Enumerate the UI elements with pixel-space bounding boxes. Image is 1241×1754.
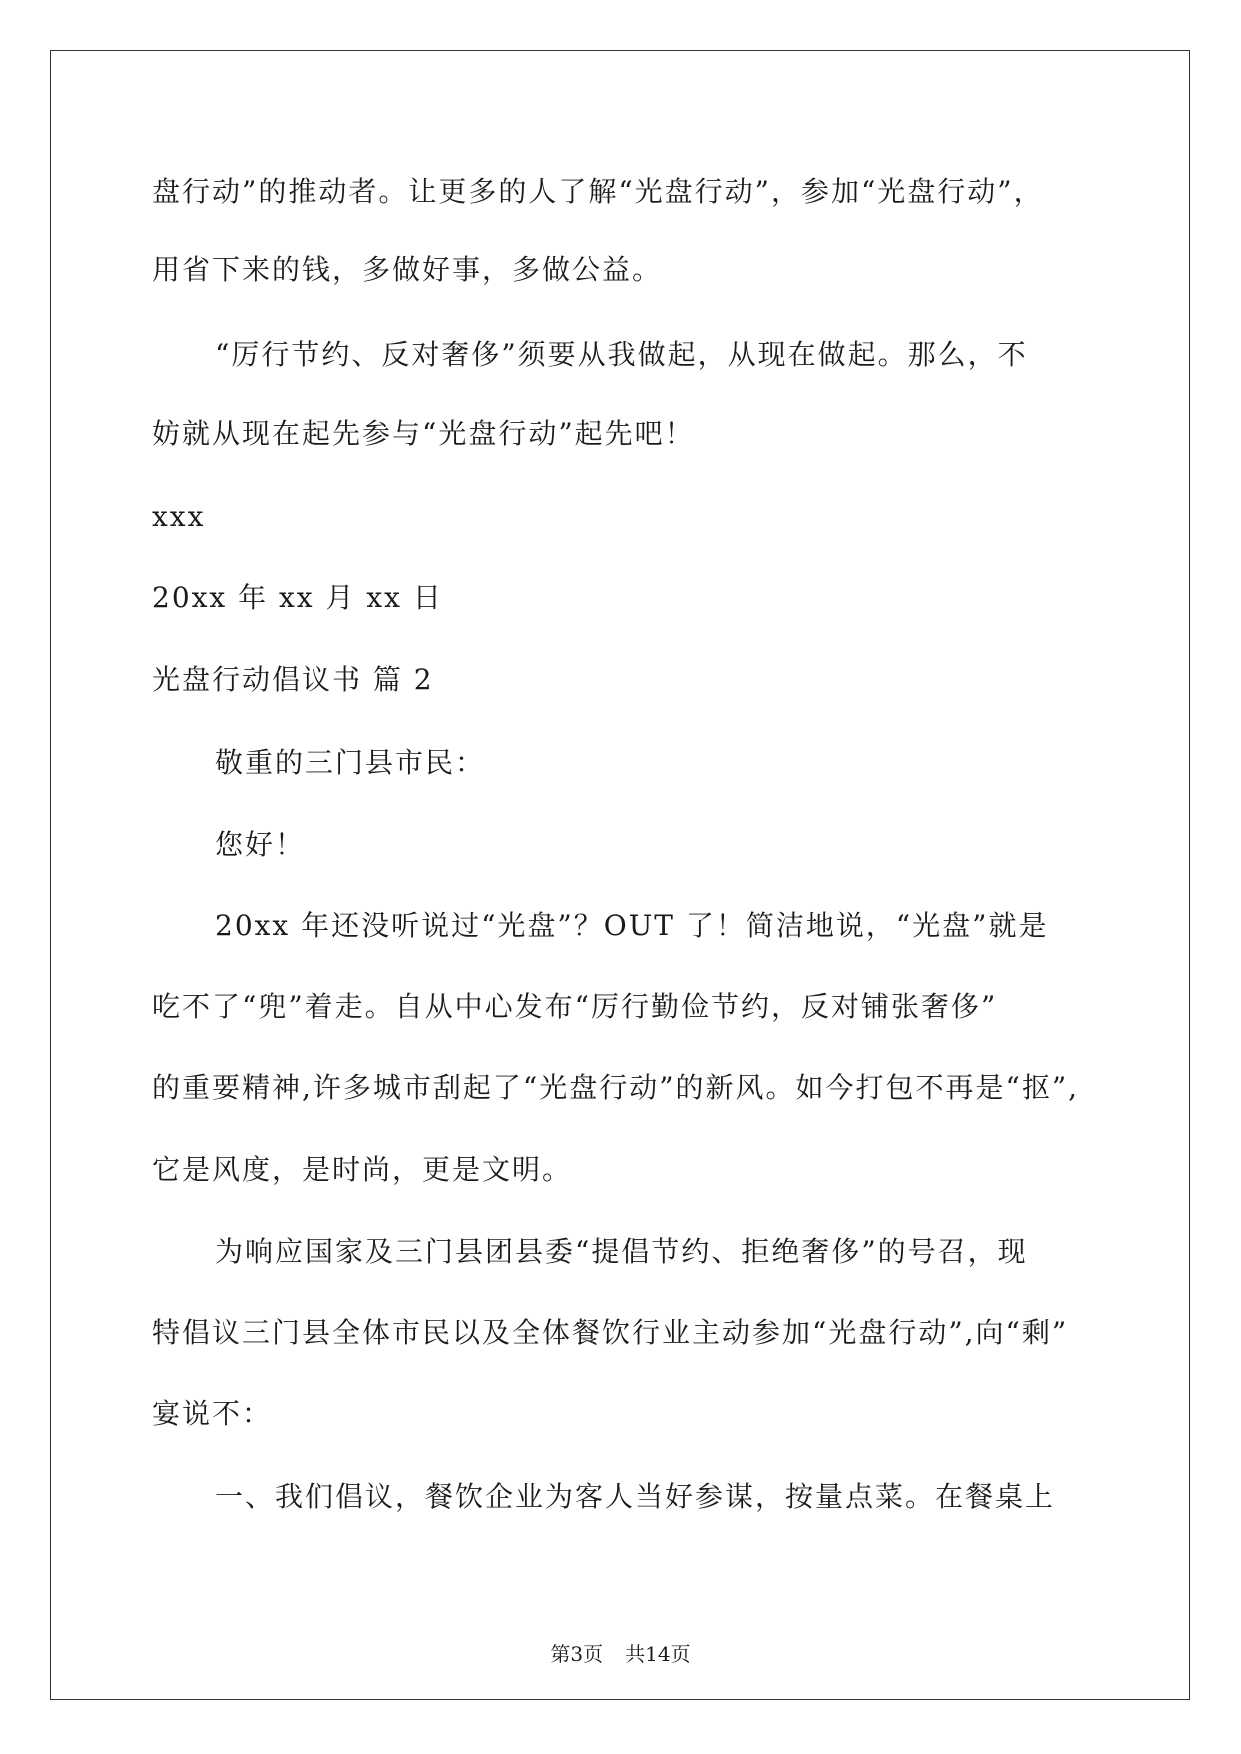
paragraph-line: 特倡议三门县全体市民以及全体餐饮行业主动参加“光盘行动”,向“剩”: [152, 1316, 1069, 1349]
paragraph-line: 用省下来的钱，多做好事，多做公益。: [152, 253, 663, 286]
section-heading: 光盘行动倡议书 篇 2: [152, 663, 434, 696]
salutation: 敬重的三门县市民：: [215, 746, 486, 779]
paragraph-line: 妨就从现在起先参与“光盘行动”起先吧！: [152, 417, 695, 450]
paragraph-line: “厉行节约、反对奢侈”须要从我做起，从现在做起。那么，不: [215, 338, 1028, 371]
paragraph-line: 为响应国家及三门县团县委“提倡节约、拒绝奢侈”的号召，现: [215, 1235, 1028, 1268]
page-number: 第3页: [550, 1642, 604, 1666]
page-total: 共14页: [625, 1642, 691, 1666]
signature-name: xxx: [152, 500, 206, 533]
paragraph-line: 一、我们倡议，餐饮企业为客人当好参谋，按量点菜。在餐桌上: [215, 1480, 1056, 1513]
signature-date: 20xx 年 xx 月 xx 日: [152, 581, 443, 614]
greeting: 您好！: [215, 828, 306, 861]
paragraph-line: 宴说不：: [152, 1397, 273, 1430]
paragraph-line: 的重要精神,许多城市刮起了“光盘行动”的新风。如今打包不再是“抠”,: [152, 1071, 1080, 1104]
paragraph-line: 吃不了“兜”着走。自从中心发布“厉行勤俭节约，反对铺张奢侈”: [152, 990, 998, 1023]
paragraph-line: 它是风度，是时尚，更是文明。: [152, 1153, 573, 1186]
page-border: [50, 50, 1190, 1700]
page-footer: [0, 1642, 1241, 1666]
paragraph-line: 盘行动”的推动者。让更多的人了解“光盘行动”，参加“光盘行动”，: [152, 175, 1044, 208]
paragraph-line: 20xx 年还没听说过“光盘”？OUT 了！简洁地说，“光盘”就是: [215, 909, 1049, 942]
